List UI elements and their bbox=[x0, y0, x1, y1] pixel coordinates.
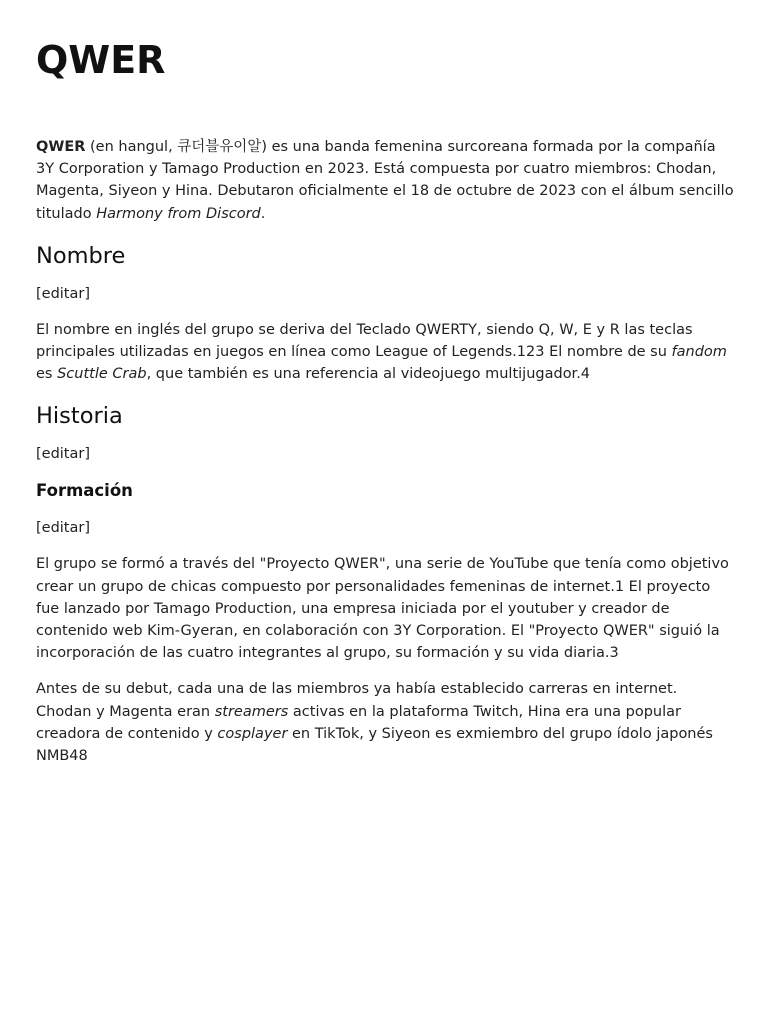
nombre-text-3: , que también es una referencia al videojuego multijugador.4 bbox=[146, 366, 591, 383]
edit-link-nombre-container bbox=[36, 283, 734, 305]
edit-link-formacion-container bbox=[36, 517, 734, 539]
intro-album-title: Harmony from Discord bbox=[96, 205, 261, 222]
edit-link-formacion[interactable]: [editar] bbox=[36, 520, 90, 537]
formacion-p2-text-1: Antes de su debut, cada una de las miembros ya había establecido carreras en internet. Chodan y Magenta eran bbox=[36, 681, 678, 720]
formacion-paragraph-2 bbox=[36, 678, 734, 767]
formacion-p2-text-3: en TikTok, y Siyeon es exmiembro del grupo ídolo japonés NMB48 bbox=[36, 725, 713, 765]
formacion-paragraph-1: El grupo se formó a través del "Proyecto QWER", una serie de YouTube que tenía como objetivo crear un grupo de chicas compuesto por personalidades femeninas de internet.1 El proyecto fue lanzado por Tamago Production, una empresa iniciada por el youtuber y creador de contenido web Kim-Gyeran, en colaboración con 3Y Corporation. El "Proyecto QWER" siguió la incorporación de las cuatro integrantes al grupo, su formación y su vida diaria.3 bbox=[36, 556, 729, 662]
formacion-p2-text-2: activas en la plataforma Twitch, Hina era una popular creadora de contenido y bbox=[36, 703, 681, 742]
page-title: QWER bbox=[36, 38, 166, 82]
section-heading-nombre: Nombre bbox=[36, 242, 126, 269]
intro-subject: QWER bbox=[36, 139, 86, 155]
intro-text-2: . bbox=[260, 205, 266, 222]
intro-paragraph bbox=[36, 136, 734, 225]
nombre-text-1: El nombre en inglés del grupo se deriva del Teclado QWERTY, siendo Q, W, E y R las teclas principales utilizadas en juegos en línea como League of Legends.123 El nombre de su bbox=[36, 321, 693, 361]
formacion-p2-cosplayer: cosplayer bbox=[217, 725, 288, 742]
subsection-heading-formacion: Formación bbox=[36, 481, 133, 501]
edit-link-nombre[interactable]: [editar] bbox=[36, 285, 90, 302]
formacion-p2-streamers: streamers bbox=[214, 703, 289, 720]
intro-text-1: (en hangul, 큐더블유이알) es una banda femenina surcoreana formada por la compañía 3Y Corporation y Tamago Production en 2023. Está compuesta por cuatro miembros: Chodan, Magenta, Siyeon y Hina. Debutaron oficialmente el 18 de octubre de 2023 con el álbum sencillo titulado bbox=[36, 139, 734, 222]
edit-link-historia[interactable]: [editar] bbox=[36, 446, 90, 463]
nombre-paragraph bbox=[36, 319, 734, 386]
edit-link-historia-container bbox=[36, 443, 734, 465]
nombre-fandom-name: Scuttle Crab bbox=[57, 366, 147, 383]
nombre-text-2: es bbox=[36, 366, 58, 383]
section-heading-historia: Historia bbox=[36, 403, 123, 430]
nombre-fandom-term: fandom bbox=[671, 344, 727, 361]
